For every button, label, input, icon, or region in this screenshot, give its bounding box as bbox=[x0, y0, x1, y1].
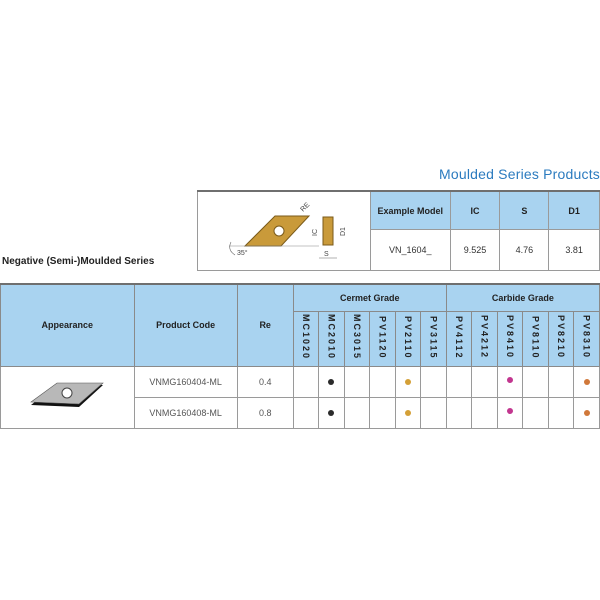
cell-s: 4.76 bbox=[500, 230, 549, 271]
availability-dot-icon bbox=[584, 379, 590, 385]
grade-header: PV8310 bbox=[581, 315, 592, 360]
availability-dot-icon bbox=[405, 379, 411, 385]
insert-photo-icon bbox=[27, 381, 107, 411]
grade-header: PV4112 bbox=[454, 315, 465, 360]
header-example-model: Example Model bbox=[370, 191, 450, 230]
product-table bbox=[0, 283, 600, 429]
grade-header: PV1120 bbox=[377, 315, 388, 360]
cell-d1: 3.81 bbox=[549, 230, 600, 271]
availability-dot-icon bbox=[328, 410, 334, 416]
grade-header: PV8210 bbox=[556, 315, 567, 360]
grade-header: MC1020 bbox=[300, 314, 311, 361]
availability-dot-icon bbox=[507, 377, 513, 383]
table-row bbox=[1, 366, 600, 397]
availability-dot-icon bbox=[328, 379, 334, 385]
header-s: S bbox=[500, 191, 549, 230]
header-d1: D1 bbox=[549, 191, 600, 230]
header-carbide-grade: Carbide Grade bbox=[446, 284, 599, 311]
header-cermet-grade: Cermet Grade bbox=[293, 284, 446, 311]
cell-ic: 9.525 bbox=[450, 230, 500, 271]
page-title: Moulded Series Products bbox=[438, 166, 600, 182]
spec-table bbox=[197, 190, 600, 271]
cell-example-model: VN_1604_ bbox=[370, 230, 450, 271]
grade-header: PV3115 bbox=[428, 315, 439, 360]
svg-text:D1: D1 bbox=[339, 227, 347, 236]
header-appearance: Appearance bbox=[1, 284, 135, 366]
product-code: VNMG160408-ML bbox=[134, 397, 237, 428]
header-ic: IC bbox=[450, 191, 500, 230]
insert-diagram bbox=[198, 191, 371, 271]
availability-dot-icon bbox=[507, 408, 513, 414]
product-code: VNMG160404-ML bbox=[134, 366, 237, 397]
svg-text:35°: 35° bbox=[236, 250, 248, 257]
header-product-code: Product Code bbox=[134, 284, 237, 366]
grade-header: MC2010 bbox=[326, 314, 337, 361]
svg-text:IC: IC bbox=[311, 229, 319, 236]
grade-header: MC3015 bbox=[352, 314, 362, 361]
availability-dot-icon bbox=[405, 410, 411, 416]
availability-dot-icon bbox=[584, 410, 590, 416]
header-re: Re bbox=[237, 284, 293, 366]
grade-header: PV4212 bbox=[479, 315, 490, 360]
grade-header: PV8110 bbox=[530, 315, 541, 360]
grade-header: PV2110 bbox=[403, 315, 414, 360]
svg-text:RE: RE bbox=[299, 201, 312, 214]
insert-dimension-diagram-icon bbox=[199, 192, 369, 268]
grade-header: PV8410 bbox=[505, 315, 516, 360]
re-value: 0.4 bbox=[237, 366, 293, 397]
svg-text:S: S bbox=[323, 251, 329, 258]
series-label: Negative (Semi-)Moulded Series bbox=[2, 256, 155, 267]
appearance-cell bbox=[1, 366, 135, 428]
re-value: 0.8 bbox=[237, 397, 293, 428]
